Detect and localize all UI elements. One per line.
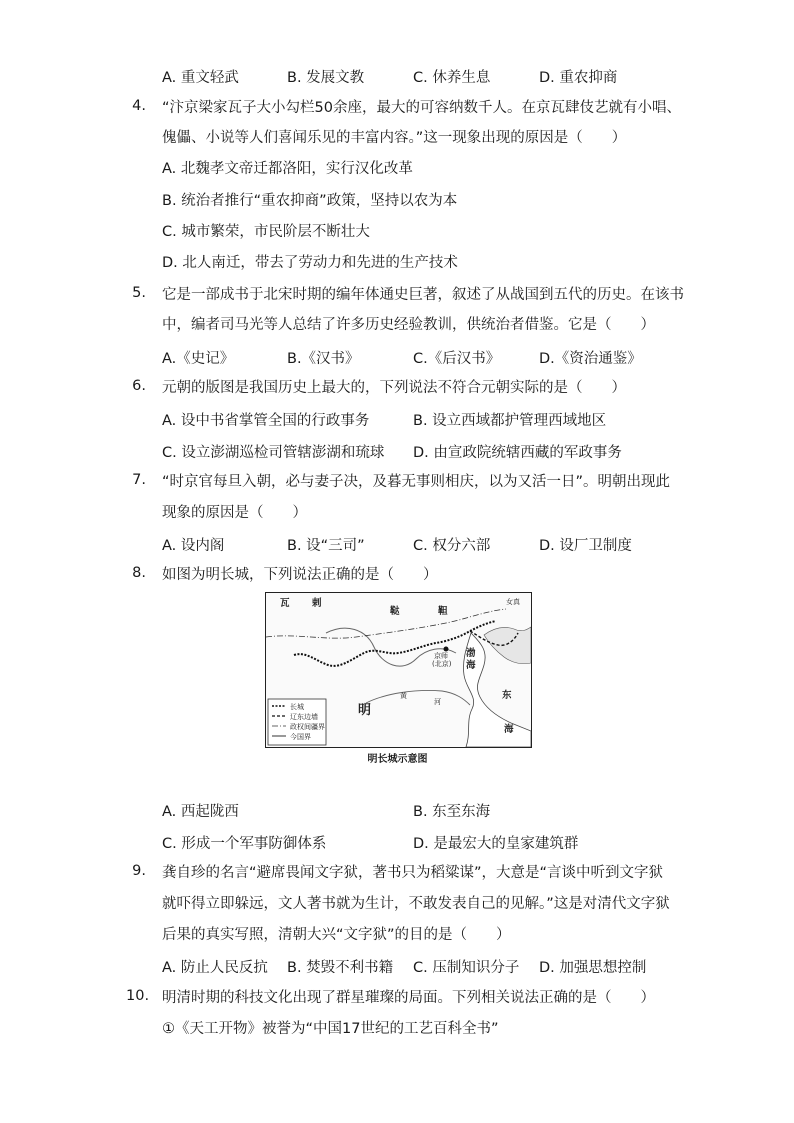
map-label: 女真 xyxy=(506,598,520,606)
question-number: 9. xyxy=(132,863,146,879)
question-text: “汴京梁家瓦子大小勾栏50余座，最大的可容纳数千人。在京瓦肆伎艺就有小唱、 xyxy=(162,100,681,116)
map-label: 京师 xyxy=(434,652,448,660)
question-text: 如图为明长城，下列说法正确的是（ ） xyxy=(162,567,438,583)
question-text: 它是一部成书于北宋时期的编年体通史巨著，叙述了从战国到五代的历史。在该书 xyxy=(162,287,684,303)
regime-border xyxy=(266,609,506,638)
q9-option-a[interactable]: A. 防止人民反抗 xyxy=(162,960,268,976)
question-number: 6. xyxy=(132,378,146,394)
q5-option-a[interactable]: A.《史记》 xyxy=(162,351,235,367)
map-caption: 明长城示意图 xyxy=(367,754,428,765)
map-label: 黄 xyxy=(400,692,407,700)
map-label: 渤 xyxy=(466,648,476,659)
q3-option-c[interactable]: C. 休养生息 xyxy=(413,70,491,86)
map-label: (北京) xyxy=(432,660,452,668)
legend-label: 今国界 xyxy=(290,733,311,741)
q9-option-d[interactable]: D. 加强思想控制 xyxy=(539,960,647,976)
q7-option-b[interactable]: B. 设“三司” xyxy=(287,538,365,554)
question-text: 中，编者司马光等人总结了许多历史经验教训，供统治者借鉴。它是（ ） xyxy=(162,317,655,333)
q5-option-b[interactable]: B.《汉书》 xyxy=(287,351,360,367)
question-number: 4. xyxy=(132,98,146,114)
question-text: 明清时期的科技文化出现了群星璀璨的局面。下列相关说法正确的是（ ） xyxy=(162,990,655,1006)
question-text: 龚自珍的名言“避席畏闻文字狱，著书只为稻粱谋”，大意是“言谈中听到文字狱 xyxy=(162,865,664,881)
legend-label: 政权间疆界 xyxy=(290,723,325,731)
q3-option-b[interactable]: B. 发展文教 xyxy=(287,70,365,86)
q7-option-d[interactable]: D. 设厂卫制度 xyxy=(539,538,632,554)
q6-option-d[interactable]: D. 由宣政院统辖西藏的军政事务 xyxy=(413,445,622,461)
q3-option-d[interactable]: D. 重农抑商 xyxy=(539,70,618,86)
river xyxy=(366,691,470,706)
q5-option-d[interactable]: D.《资治通鉴》 xyxy=(539,351,642,367)
q8-option-d[interactable]: D. 是最宏大的皇家建筑群 xyxy=(413,836,579,852)
question-text: 傀儡、小说等人们喜闻乐见的丰富内容。”这一现象出现的原因是（ ） xyxy=(162,130,627,146)
q4-option-a[interactable]: A. 北魏孝文帝迁都洛阳，实行汉化改革 xyxy=(162,161,413,177)
question-text: 就吓得立即躲远，文人著书就为生计，不敢发表自己的见解。”这是对清代文字狱 xyxy=(162,896,670,912)
question-text: 元朝的版图是我国历史上最大的，下列说法不符合元朝实际的是（ ） xyxy=(162,380,626,396)
q8-option-c[interactable]: C. 形成一个军事防御体系 xyxy=(162,836,327,852)
question-number: 10. xyxy=(126,988,150,1004)
question-text: 后果的真实写照，清朝大兴“文字狱”的目的是（ ） xyxy=(162,927,511,943)
question-text: “时京官每旦入朝，必与妻子决，及暮无事则相庆，以为又活一日”。明朝出现此 xyxy=(162,474,671,490)
question-text: 现象的原因是（ ） xyxy=(162,505,307,521)
question-statement: ①《天工开物》被誉为“中国17世纪的工艺百科全书” xyxy=(162,1021,499,1037)
map-label: 明 xyxy=(358,703,372,718)
q6-option-a[interactable]: A. 设中书省掌管全国的行政事务 xyxy=(162,413,370,429)
q4-option-d[interactable]: D. 北人南迁，带去了劳动力和先进的生产技术 xyxy=(162,255,458,271)
map-label: 海 xyxy=(466,660,476,671)
q7-option-c[interactable]: C. 权分六部 xyxy=(413,538,491,554)
q9-option-b[interactable]: B. 焚毁不利书籍 xyxy=(287,960,394,976)
map-label: 靼 xyxy=(438,606,448,617)
q7-option-a[interactable]: A. 设内阁 xyxy=(162,538,225,554)
q6-option-b[interactable]: B. 设立西域都护管理西域地区 xyxy=(413,413,607,429)
map-label: 瓦 xyxy=(280,598,290,609)
question-number: 5. xyxy=(132,285,146,301)
map-label: 河 xyxy=(434,698,441,706)
question-number: 7. xyxy=(132,472,146,488)
map-label: 鞑 xyxy=(390,606,400,617)
map-label: 海 xyxy=(504,724,514,735)
map-label: 剌 xyxy=(312,598,322,609)
legend-label: 辽东边墙 xyxy=(290,713,318,721)
question-number: 8. xyxy=(132,565,146,581)
q5-option-c[interactable]: C.《后汉书》 xyxy=(413,351,501,367)
q3-option-a[interactable]: A. 重文轻武 xyxy=(162,70,239,86)
legend-label: 长城 xyxy=(290,703,304,711)
q8-option-a[interactable]: A. 西起陇西 xyxy=(162,804,239,820)
liaodong-area xyxy=(484,627,531,664)
q8-option-b[interactable]: B. 东至东海 xyxy=(413,804,491,820)
q4-option-c[interactable]: C. 城市繁荣，市民阶层不断壮大 xyxy=(162,224,370,240)
q9-option-c[interactable]: C. 压制知识分子 xyxy=(413,960,520,976)
ming-great-wall-map xyxy=(265,592,532,748)
q4-option-b[interactable]: B. 统治者推行“重农抑商”政策，坚持以农为本 xyxy=(162,193,458,209)
map-label: 东 xyxy=(502,690,512,701)
q6-option-c[interactable]: C. 设立澎湖巡检司管辖澎湖和琉球 xyxy=(162,445,385,461)
